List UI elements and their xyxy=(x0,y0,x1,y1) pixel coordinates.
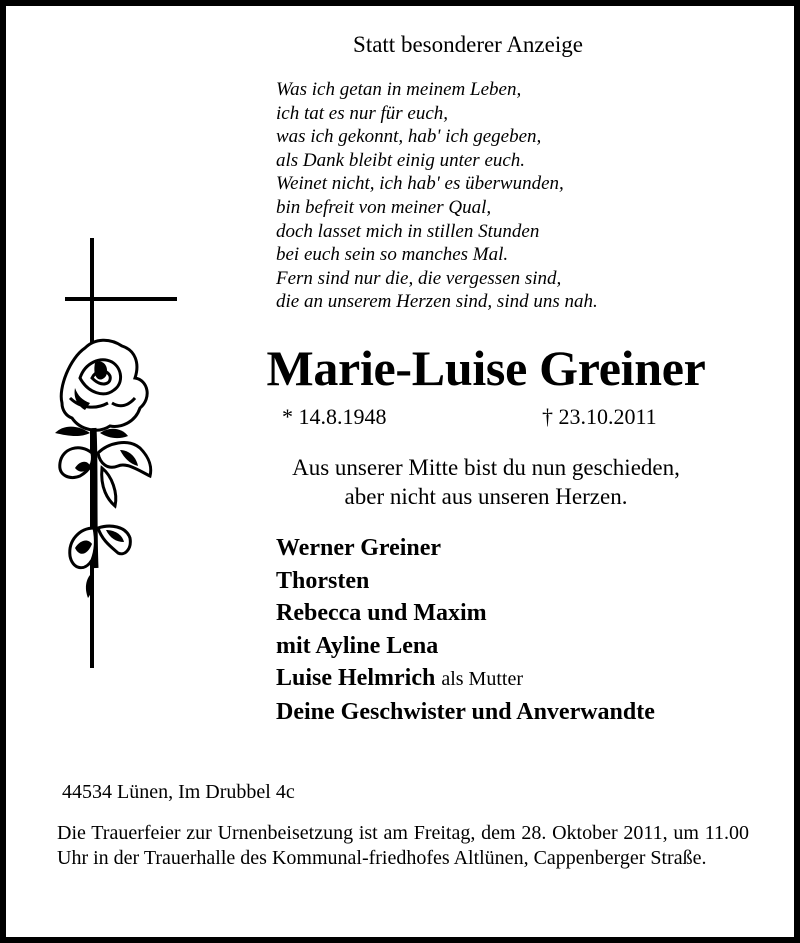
mourner-name: Luise Helmrich xyxy=(276,665,436,692)
poem-line: Weinet nicht, ich hab' es überwunden, xyxy=(276,173,564,195)
death-date: † 23.10.2011 xyxy=(542,404,657,429)
mourner-name: Thorsten xyxy=(276,567,370,594)
poem-line: die an unserem Herzen sind, sind uns nah. xyxy=(276,291,598,313)
mourner-name: Werner Greiner xyxy=(276,535,442,561)
mourner-name: Deine Geschwister und Anverwandte xyxy=(276,698,655,725)
mourner xyxy=(276,597,655,630)
poem-line: bei euch sein so manches Mal. xyxy=(276,244,509,266)
poem-line: doch lasset mich in stillen Stunden xyxy=(276,220,540,242)
motto-line: aber nicht aus unseren Herzen. xyxy=(344,484,628,509)
motto xyxy=(221,453,751,511)
funeral-service-info: Die Trauerfeier zur Urnenbeisetzung ist am Freitag, dem 28. Oktober 2011, um 11.00 Uhr in der Trauerhalle des Kommunal-friedhofes Altlünen, Cappenberger Straße. xyxy=(57,822,749,869)
poem-line: was ich gekonnt, hab' ich gegeben, xyxy=(276,126,542,148)
mourner-name: Rebecca und Maxim xyxy=(276,600,487,627)
mourner xyxy=(276,630,655,663)
poem-line: bin befreit von meiner Qual, xyxy=(276,196,492,218)
family-address: 44534 Lünen, Im Drubbel 4c xyxy=(62,781,295,803)
mourner xyxy=(276,532,655,565)
notice-header: Statt besonderer Anzeige xyxy=(353,32,583,57)
poem-line: Was ich getan in meinem Leben, xyxy=(276,79,522,100)
mourner xyxy=(276,696,655,729)
poem xyxy=(276,78,598,314)
mourner xyxy=(276,565,655,598)
motto-line: Aus unserer Mitte bist du nun geschieden, xyxy=(292,455,680,480)
poem-line: ich tat es nur für euch, xyxy=(276,102,449,124)
deceased-name: Marie-Luise Greiner xyxy=(266,340,706,396)
mourner-name: mit Ayline Lena xyxy=(276,632,439,659)
mourner xyxy=(276,662,655,696)
mourner-relation: als Mutter xyxy=(441,668,523,691)
poem-line: Fern sind nur die, die vergessen sind, xyxy=(276,267,562,289)
cross-with-rose-icon xyxy=(40,238,200,678)
birth-date: * 14.8.1948 xyxy=(282,404,387,429)
poem-line: als Dank bleibt einig unter euch. xyxy=(276,149,526,171)
mourners-list xyxy=(276,532,655,729)
